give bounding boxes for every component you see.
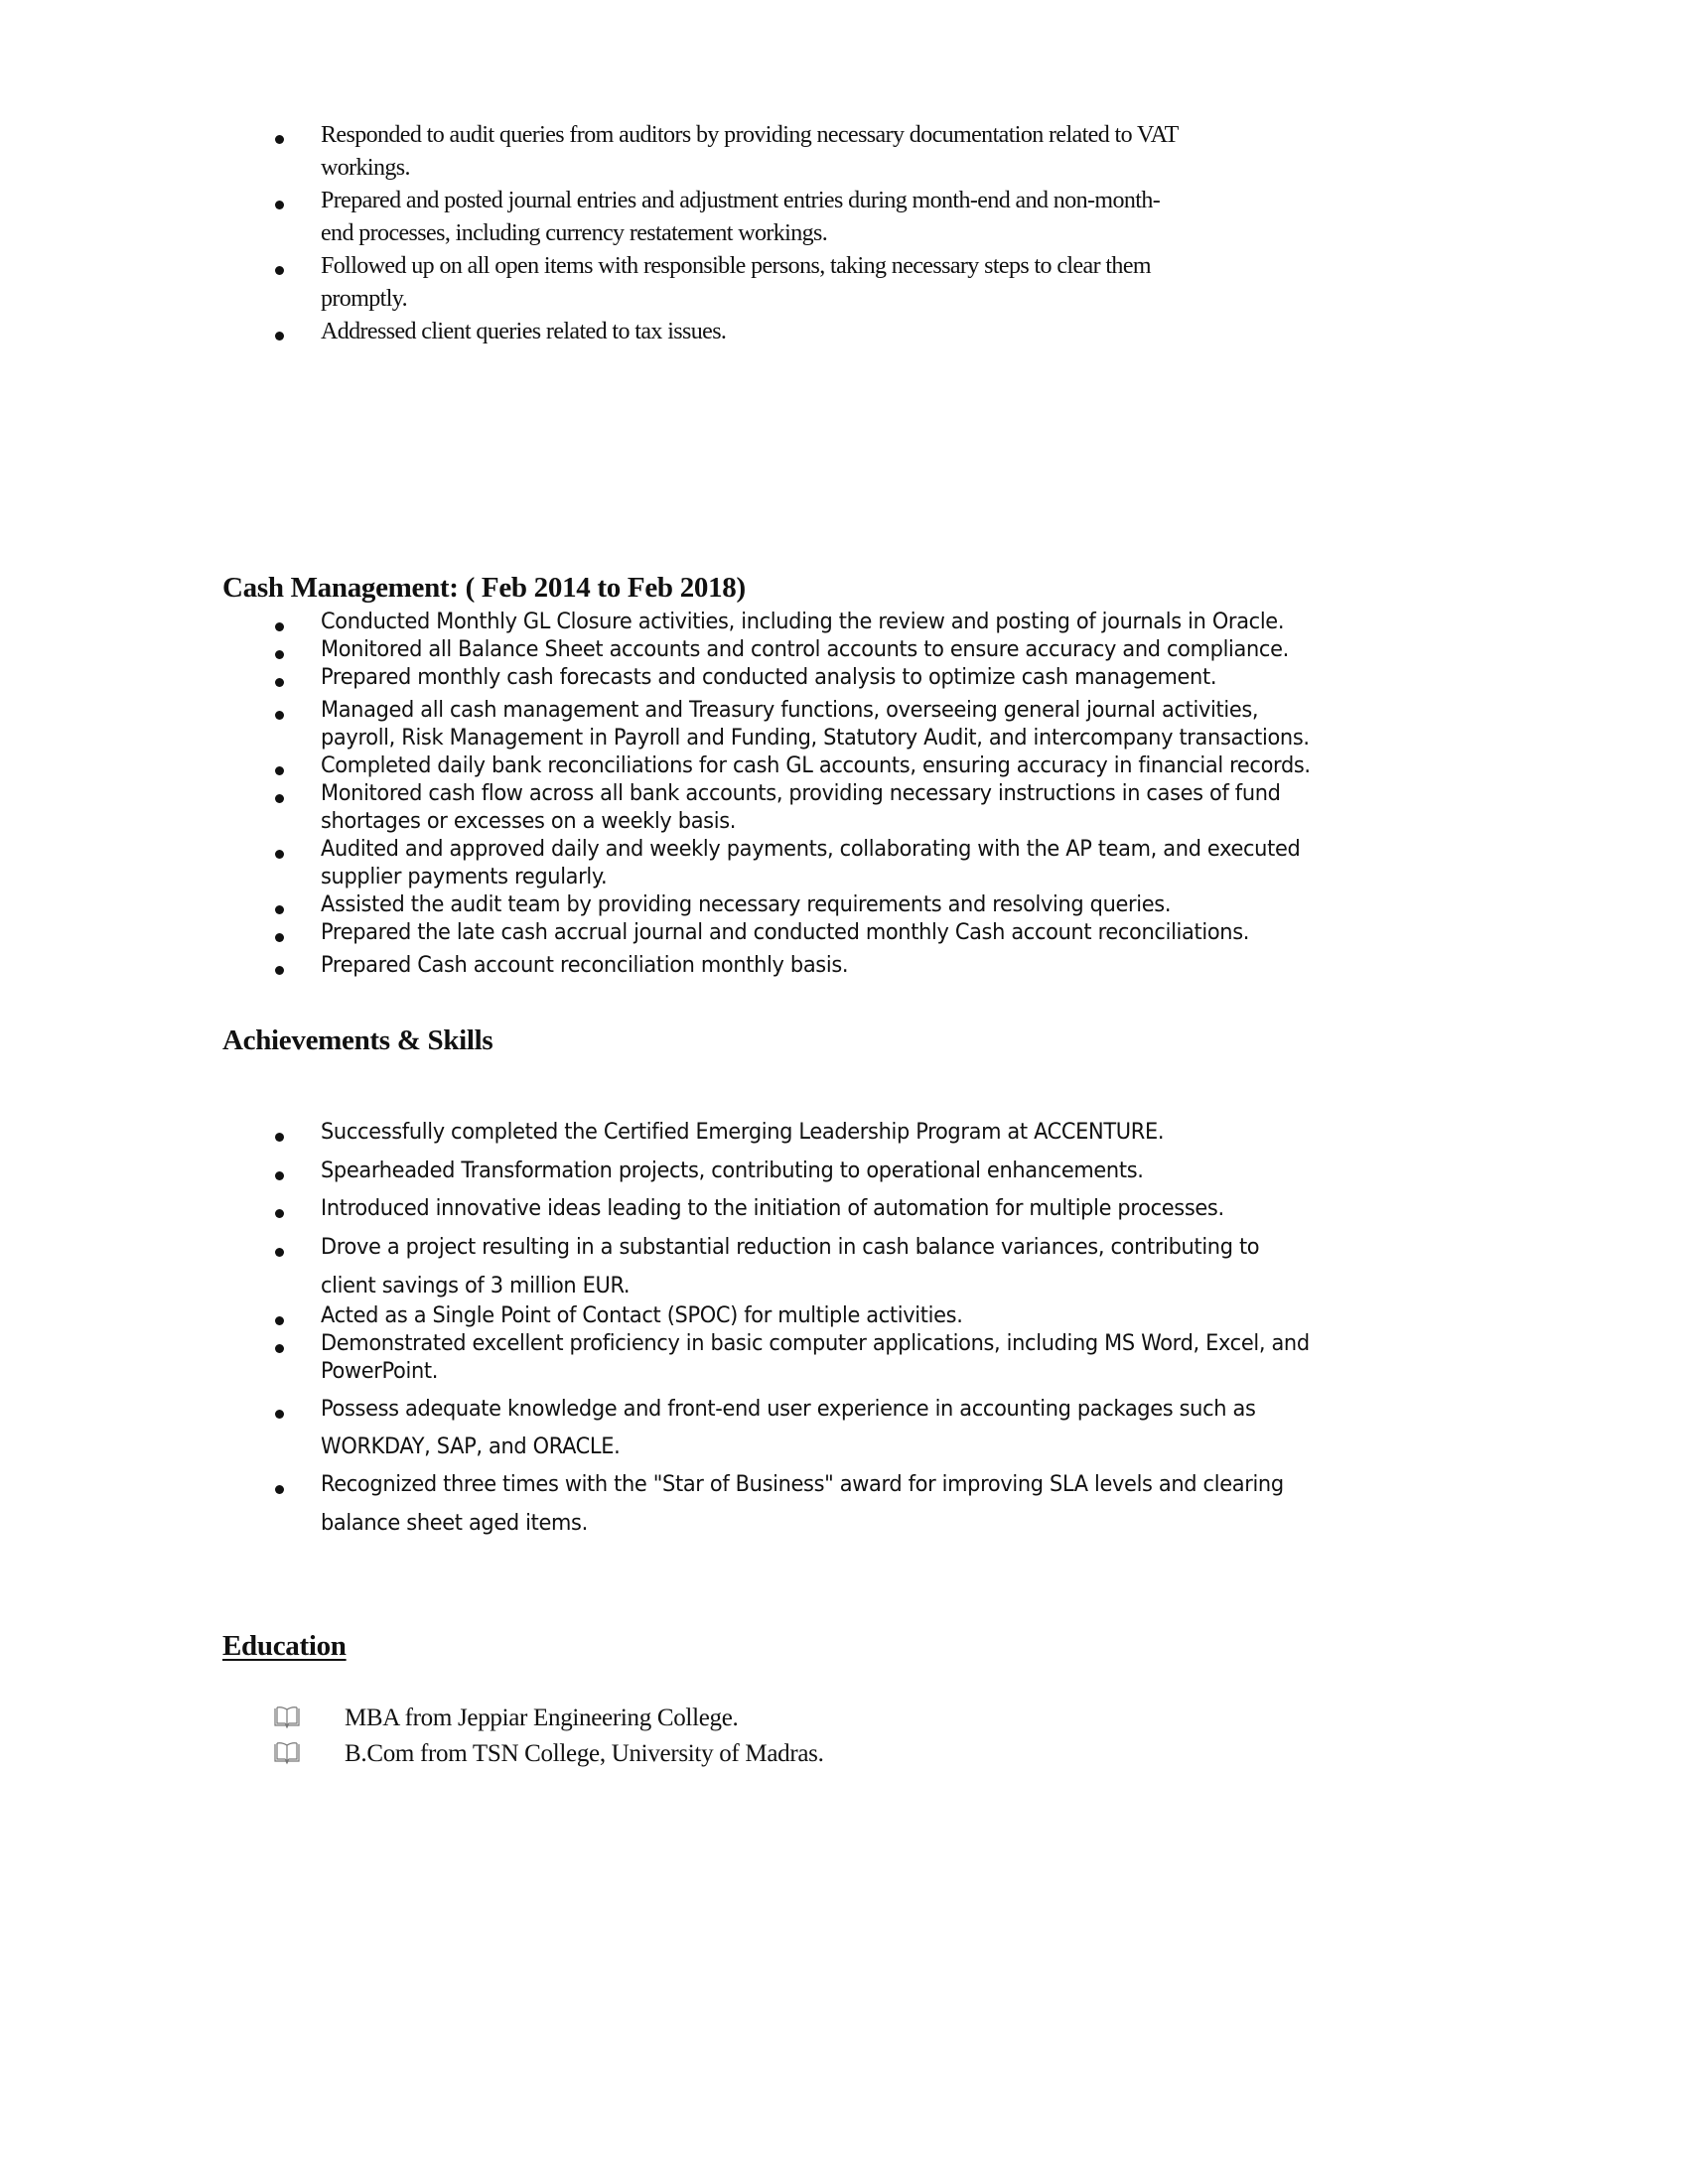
book-icon (273, 1706, 301, 1729)
bullet-icon (275, 622, 284, 631)
bullet-icon (275, 850, 284, 859)
bullet-icon (275, 266, 284, 275)
bullet-icon (275, 1344, 284, 1353)
education-item: B.Com from TSN College, University of Madras. (345, 1740, 824, 1767)
list-item-line: Introduced innovative ideas leading to the initiation of automation for multiple processes. (321, 1196, 1224, 1221)
list-item-line: Successfully completed the Certified Emerging Leadership Program at ACCENTURE. (321, 1120, 1165, 1145)
list-item-line: client savings of 3 million EUR. (321, 1274, 631, 1298)
bullet-icon (275, 135, 284, 144)
list-item-line: balance sheet aged items. (321, 1511, 588, 1536)
list-item-line: payroll, Risk Management in Payroll and Funding, Statutory Audit, and intercompany transactions. (321, 726, 1310, 751)
list-item-line: PowerPoint. (321, 1359, 439, 1384)
list-item-line: Responded to audit queries from auditors by providing necessary documentation related to VAT (321, 122, 1179, 148)
bullet-icon (275, 201, 284, 209)
book-icon (273, 1741, 301, 1765)
bullet-icon (275, 650, 284, 659)
bullet-icon (275, 678, 284, 687)
section-heading-cash-management: Cash Management: ( Feb 2014 to Feb 2018) (222, 572, 746, 604)
section-heading-achievements: Achievements & Skills (222, 1024, 493, 1056)
list-item-line: Prepared monthly cash forecasts and conducted analysis to optimize cash management. (321, 665, 1217, 690)
bullet-icon (275, 1316, 284, 1325)
list-item-line: Monitored cash flow across all bank accounts, providing necessary instructions in cases of fund (321, 781, 1281, 806)
bullet-icon (275, 905, 284, 914)
list-item-line: shortages or excesses on a weekly basis. (321, 809, 737, 834)
bullet-icon (275, 1171, 284, 1180)
list-item-line: Spearheaded Transformation projects, contributing to operational enhancements. (321, 1159, 1144, 1183)
list-item-line: Demonstrated excellent proficiency in basic computer applications, including MS Word, Excel, and (321, 1331, 1310, 1356)
list-item-line: Drove a project resulting in a substantial reduction in cash balance variances, contributing to (321, 1235, 1260, 1260)
bullet-icon (275, 1133, 284, 1142)
bullet-icon (275, 766, 284, 775)
list-item-line: Managed all cash management and Treasury functions, overseeing general journal activities, (321, 698, 1259, 723)
bullet-icon (275, 1209, 284, 1218)
list-item-line: end processes, including currency restatement workings. (321, 220, 828, 246)
list-item-line: Monitored all Balance Sheet accounts and control accounts to ensure accuracy and compliance. (321, 637, 1289, 662)
bullet-icon (275, 332, 284, 341)
list-item-line: promptly. (321, 286, 408, 312)
bullet-icon (275, 1248, 284, 1257)
list-item-line: Recognized three times with the "Star of Business" award for improving SLA levels and clearing (321, 1472, 1284, 1497)
list-item-line: Conducted Monthly GL Closure activities, including the review and posting of journals in Oracle. (321, 610, 1285, 634)
list-item-line: Possess adequate knowledge and front-end user experience in accounting packages such as (321, 1397, 1256, 1422)
list-item-line: Acted as a Single Point of Contact (SPOC) for multiple activities. (321, 1303, 963, 1328)
bullet-icon (275, 794, 284, 803)
list-item-line: workings. (321, 155, 410, 181)
list-item-line: Audited and approved daily and weekly payments, collaborating with the AP team, and executed (321, 837, 1301, 862)
list-item-line: Followed up on all open items with responsible persons, taking necessary steps to clear them (321, 253, 1151, 279)
list-item-line: WORKDAY, SAP, and ORACLE. (321, 1434, 621, 1459)
education-item: MBA from Jeppiar Engineering College. (345, 1705, 739, 1731)
bullet-icon (275, 1485, 284, 1494)
bullet-icon (275, 966, 284, 975)
list-item-line: Completed daily bank reconciliations for cash GL accounts, ensuring accuracy in financial records. (321, 753, 1311, 778)
bullet-icon (275, 1410, 284, 1419)
list-item-line: supplier payments regularly. (321, 865, 608, 889)
bullet-icon (275, 933, 284, 942)
list-item-line: Prepared the late cash accrual journal and conducted monthly Cash account reconciliations. (321, 920, 1250, 945)
list-item-line: Addressed client queries related to tax issues. (321, 319, 727, 344)
list-item-line: Prepared and posted journal entries and adjustment entries during month-end and non-month- (321, 188, 1161, 213)
list-item-line: Assisted the audit team by providing necessary requirements and resolving queries. (321, 892, 1172, 917)
section-heading-education: Education (222, 1630, 347, 1662)
list-item-line: Prepared Cash account reconciliation monthly basis. (321, 953, 849, 978)
bullet-icon (275, 711, 284, 720)
